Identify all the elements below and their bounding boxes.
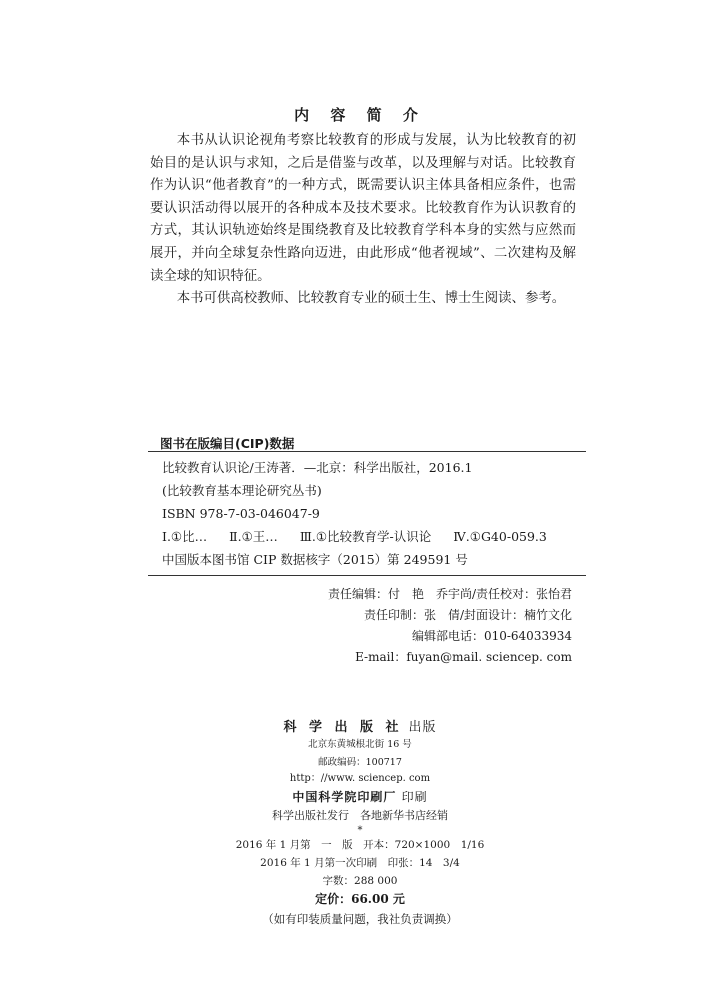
cip-class-item: Ⅳ.①G40-059.3 [453,529,547,544]
cip-isbn: ISBN 978-7-03-046047-9 [162,506,320,521]
edition-line: 2016 年 1 月第 一 版 开本：720×1000 1/16 [235,839,485,851]
separator-star: * [357,825,363,836]
summary-title: 内 容 简 介 [294,106,426,124]
summary-body [150,130,576,311]
cip-block [162,456,582,571]
cip-class-item: Ⅱ.①王… [229,529,278,544]
cip-class-item: Ⅰ.①比… [162,529,208,544]
word-count: 字数：288 000 [322,875,398,887]
publisher-action: 出版 [408,720,437,735]
cip-citation: 比较教育认识论/王涛著．—北京：科学出版社，2016.1 [162,460,473,475]
credits-email: E-mail：fuyan@mail. sciencep. com [355,650,572,664]
publisher-address: 北京东黄城根北街 16 号 [308,739,412,750]
cip-top-rule [148,451,586,452]
cip-class-item: Ⅲ.①比较教育学-认识论 [299,529,432,544]
price: 定价：66.00 元 [315,892,405,906]
summary-paragraph: 本书从认识论视角考察比较教育的形成与发展，认为比较教育的初始目的是认识与求知，之后是借鉴与改革，以及理解与对话。比较教育作为认识“他者教育”的一种方式，既需要认识主体具备相应条件，也需要认识活动得以展开的各种成本及技术要求。比较教育作为认识教育的方式，其认识轨迹始终是围绕教育及比较教育学科本身的实然与应然而展开，并向全球复杂性路向迈进，由此形成“他者视域”、二次建构及解读全球的知识特征。 [150,133,576,284]
summary-paragraph: 本书可供高校教师、比较教育专业的硕士生、博士生阅读、参考。 [176,291,566,307]
publisher-url: http：//www. sciencep. com [289,773,431,784]
printer-name: 中国科学院印刷厂 [292,790,397,804]
cip-record: 中国版本图书馆 CIP 数据核字（2015）第 249591 号 [162,552,468,567]
printing-line: 2016 年 1 月第一次印刷 印张：14 3/4 [260,857,460,869]
distribution-line: 科学出版社发行 各地新华书店经销 [272,809,448,822]
cip-classification [162,525,582,548]
publisher-postcode: 邮政编码：100717 [318,757,402,768]
credits-block [212,584,572,668]
publisher-block [150,716,570,929]
quality-note: （如有印装质量问题，我社负责调换） [262,912,458,926]
publisher-name: 科 学 出 版 社 [283,720,403,735]
cip-heading: 图书在版编目(CIP)数据 [160,436,295,451]
printer-line [150,787,570,807]
credits-editors: 责任编辑：付 艳 乔宇尚/责任校对：张怡君 [327,587,572,601]
credits-phone: 编辑部电话：010-64033934 [411,629,572,643]
cip-bottom-rule [148,575,586,576]
cip-series: (比较教育基本理论研究丛书) [162,483,322,498]
printer-action: 印刷 [401,790,428,804]
publisher-line [150,716,570,735]
credits-printing: 责任印制：张 倩/封面设计：楠竹文化 [363,608,572,622]
